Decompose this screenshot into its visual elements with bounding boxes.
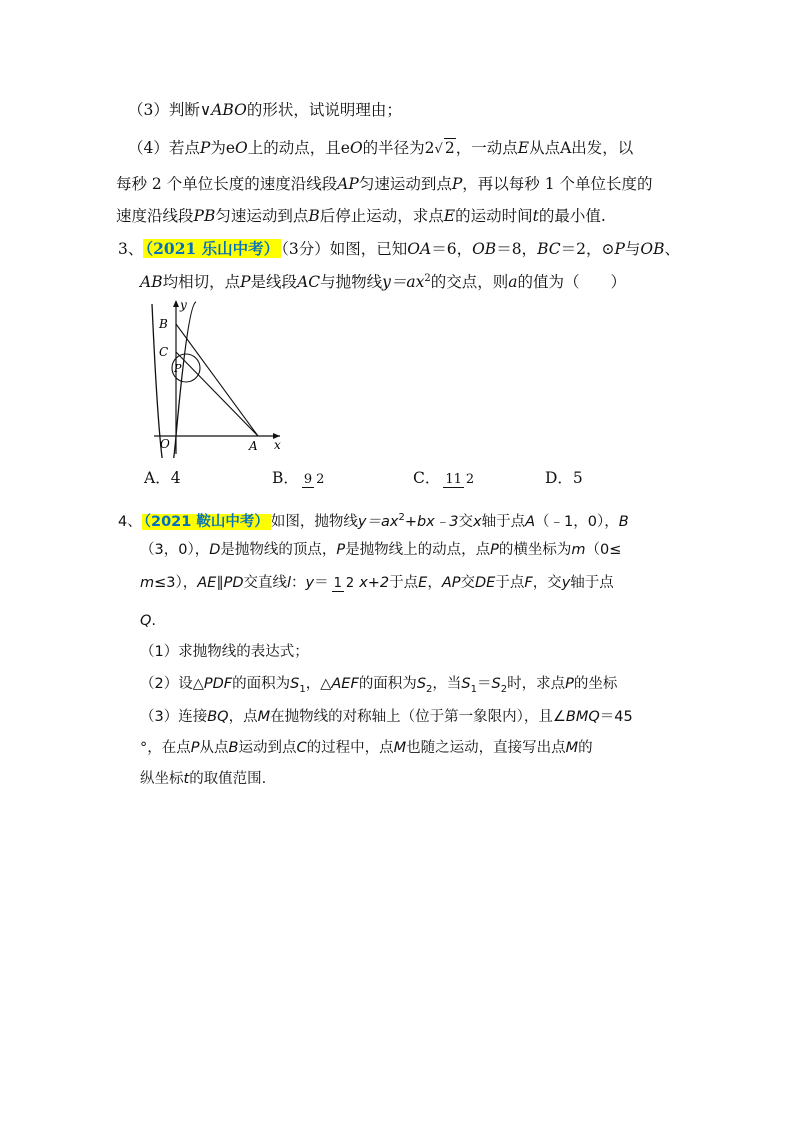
math: B xyxy=(308,207,320,225)
math: PD xyxy=(223,575,244,591)
q2-part4-line3 xyxy=(116,205,606,227)
math: t xyxy=(532,207,539,225)
math: O xyxy=(235,139,248,157)
text: ： xyxy=(291,575,306,591)
q4-line1 xyxy=(118,507,629,533)
text: 从点A出发，以 xyxy=(529,139,634,157)
text: 每秒 2 个单位长度的速度沿线段 xyxy=(116,175,338,193)
math: E xyxy=(418,575,428,591)
math: M xyxy=(393,740,407,756)
text: 的面积为 xyxy=(358,676,417,692)
math: B xyxy=(618,513,629,530)
text: A．4 xyxy=(144,469,181,487)
text: ，点 xyxy=(228,709,258,725)
text: （1）求抛物线的表达式； xyxy=(140,644,309,660)
math: a xyxy=(508,273,518,292)
math: P xyxy=(490,542,499,558)
text: （0≤ xyxy=(585,542,622,558)
text: （3，0）， xyxy=(140,542,210,558)
text: ≤3）， xyxy=(154,575,198,591)
math: D xyxy=(209,542,221,558)
label-P: P xyxy=(174,362,182,375)
math: OA xyxy=(407,240,432,258)
numerator: 11 xyxy=(445,471,462,487)
text: e xyxy=(225,139,236,157)
math: 2 xyxy=(444,139,455,157)
text: （4）若点 xyxy=(128,139,200,157)
line-AC xyxy=(176,352,258,436)
math: AE xyxy=(197,575,217,591)
text: 如图，抛物线 xyxy=(270,513,358,530)
q4-part3-line3 xyxy=(140,768,266,790)
text: B． xyxy=(272,469,299,487)
text: 的半径为 xyxy=(362,139,425,157)
text: 纵坐标 xyxy=(140,771,184,787)
math: BC xyxy=(537,240,561,258)
math: t xyxy=(183,771,190,787)
math: M xyxy=(565,740,579,756)
math: DE xyxy=(475,575,496,591)
text: 的面积为 xyxy=(232,676,291,692)
question-number: 3、 xyxy=(118,240,144,258)
math: 2 xyxy=(398,512,405,523)
math: S xyxy=(461,676,471,692)
denominator: 2 xyxy=(316,471,325,487)
text: ＝ xyxy=(477,676,492,692)
text: 轴于点 xyxy=(570,575,614,591)
text: 交直线 xyxy=(243,575,288,591)
text: ∥ xyxy=(216,575,224,591)
text: . xyxy=(151,613,157,629)
math: 1 xyxy=(470,683,477,695)
math: A xyxy=(525,513,536,530)
math: 1 xyxy=(299,683,306,695)
text: 后停止运动，求点 xyxy=(319,207,444,225)
math: ABO xyxy=(211,101,247,119)
math: P xyxy=(614,240,625,258)
text: ， xyxy=(427,575,442,591)
math: E xyxy=(517,139,530,157)
text: ，当 xyxy=(432,676,462,692)
math: P xyxy=(336,542,346,558)
text: 、 xyxy=(664,240,681,258)
math: m xyxy=(571,542,586,558)
text: ，交 xyxy=(532,575,562,591)
math: P xyxy=(199,139,211,157)
math: S xyxy=(290,676,300,692)
text: ＝2，⊙ xyxy=(560,240,615,258)
math: S xyxy=(416,676,427,692)
text: 的过程中，点 xyxy=(306,740,394,756)
math: OB xyxy=(640,240,665,258)
math: AC xyxy=(297,273,321,292)
q4-part3 xyxy=(140,706,633,728)
math: BQ xyxy=(207,709,229,725)
q4-line2 xyxy=(140,539,621,561)
label-x: x xyxy=(274,438,281,452)
fraction xyxy=(302,472,327,487)
q4-line4 xyxy=(140,610,156,632)
q2-part4-line1: （4）若点P为eO上的动点，且eO的半径为2√ 2，一动点E从点A出发，以 xyxy=(128,139,634,157)
math: PDF xyxy=(203,676,233,692)
math: BMQ xyxy=(565,709,600,725)
math: P xyxy=(240,273,251,292)
text: 的 xyxy=(578,740,593,756)
text: 的横坐标为 xyxy=(498,542,572,558)
math: x+2 xyxy=(359,575,390,591)
text: 也随之运动，直接写出点 xyxy=(406,740,566,756)
q4-part2 xyxy=(140,673,617,701)
text: ＝45 xyxy=(599,709,633,725)
text: 于点 xyxy=(495,575,525,591)
label-C: C xyxy=(159,345,169,359)
math: AP xyxy=(441,575,461,591)
math: y xyxy=(305,575,315,591)
text: 的值为（ ） xyxy=(517,273,627,292)
text: 的运动时间 xyxy=(455,207,533,225)
math: m xyxy=(140,575,155,591)
math: +bx﹣3 xyxy=(404,513,459,530)
text: 为 xyxy=(210,139,226,157)
math: AB xyxy=(140,273,163,292)
text: °，在点 xyxy=(140,740,191,756)
math: P xyxy=(565,676,574,692)
denominator: 2 xyxy=(465,471,475,487)
text: 速度沿线段 xyxy=(116,207,194,225)
q3-option-B xyxy=(272,462,329,494)
math: C xyxy=(296,740,307,756)
math: B xyxy=(228,740,239,756)
numerator: 9 xyxy=(303,471,313,487)
q4-line3 xyxy=(140,566,614,600)
math: OB xyxy=(472,240,497,258)
text: 与 xyxy=(624,240,641,258)
math: 2 xyxy=(426,683,433,695)
label-A: A xyxy=(249,439,258,453)
text: （3分）如图，已知 xyxy=(281,240,408,258)
text: ，一动点 xyxy=(455,139,518,157)
math: O xyxy=(349,139,363,157)
text: ，△ xyxy=(305,676,332,692)
text: 均相切，点 xyxy=(162,273,241,292)
source-tag: （2021 乐山中考） xyxy=(145,239,280,258)
math: 2 xyxy=(500,683,508,695)
text: ，再以每秒 1 个单位长度的 xyxy=(462,175,653,193)
text: 的最小值. xyxy=(538,207,606,225)
text: ＝ xyxy=(314,575,329,591)
math: y＝ax xyxy=(382,273,425,292)
question-number: 4、 xyxy=(118,513,142,530)
text: 匀速运动到点 xyxy=(215,207,309,225)
text: （3）连接 xyxy=(140,709,208,725)
math: E xyxy=(443,207,456,225)
text: 于点 xyxy=(389,575,419,591)
math: Q xyxy=(140,613,152,629)
text: 从点 xyxy=(199,740,229,756)
math: 2 xyxy=(424,139,435,157)
text: 在抛物线的对称轴上（位于第一象限内），且∠ xyxy=(270,709,566,725)
fraction xyxy=(443,472,476,487)
label-B: B xyxy=(159,317,168,331)
text: 与抛物线 xyxy=(320,273,383,292)
math: P xyxy=(190,740,200,756)
text: 交 xyxy=(460,575,476,591)
math: y＝ax xyxy=(357,513,399,530)
math: y xyxy=(561,575,571,591)
text: 的取值范围. xyxy=(189,771,267,787)
text: 是抛物线上的动点，点 xyxy=(345,542,491,558)
text: 的形状，试说明理由； xyxy=(246,101,402,119)
text: 轴于点 xyxy=(481,513,526,530)
text: 的交点，则 xyxy=(430,273,509,292)
q2-part4-line2 xyxy=(116,173,653,195)
q3-option-A xyxy=(144,467,181,489)
text: C． xyxy=(413,469,441,487)
source-tag: （2021 鞍山中考） xyxy=(143,513,269,530)
text: 是线段 xyxy=(250,273,298,292)
text: （2）设△ xyxy=(140,676,204,692)
text: 时，求点 xyxy=(507,676,566,692)
text: 匀速运动到点 xyxy=(358,175,452,193)
q3-option-C xyxy=(413,462,479,494)
math: S xyxy=(491,676,501,692)
text: 运动到点 xyxy=(238,740,297,756)
text: 是抛物线的顶点， xyxy=(220,542,337,558)
numerator: 1 xyxy=(333,575,342,591)
math: F xyxy=(524,575,533,591)
text: 的坐标 xyxy=(573,676,618,692)
math: x xyxy=(473,513,482,530)
text: D．5 xyxy=(545,469,583,487)
text: e xyxy=(340,139,350,157)
text: 交 xyxy=(458,513,473,530)
q2-part3 xyxy=(128,99,402,121)
q4-part1 xyxy=(140,641,309,663)
denominator: 2 xyxy=(345,575,355,591)
text: （﹣1，0）， xyxy=(535,513,619,530)
label-O: O xyxy=(160,437,170,451)
line-AB xyxy=(176,324,258,436)
text: ＝8， xyxy=(496,240,538,258)
math: PB xyxy=(193,207,216,225)
text: 上的动点，且 xyxy=(247,139,341,157)
y-axis-arrow xyxy=(173,300,179,307)
q3-line2 xyxy=(140,268,626,293)
q4-part3-line2 xyxy=(140,737,593,759)
label-y: y xyxy=(180,298,187,312)
math: 2 xyxy=(424,273,431,284)
q3-figure xyxy=(148,296,288,458)
text: ＝6， xyxy=(431,240,473,258)
fraction xyxy=(332,576,357,591)
math: AP xyxy=(337,175,359,193)
q3-option-D xyxy=(545,467,583,489)
math: AEF xyxy=(331,676,359,692)
math: l xyxy=(287,575,292,591)
text: （3）判断∨ xyxy=(128,101,212,119)
q3-line1 xyxy=(118,238,680,260)
math: P xyxy=(451,175,463,193)
math: M xyxy=(257,709,271,725)
